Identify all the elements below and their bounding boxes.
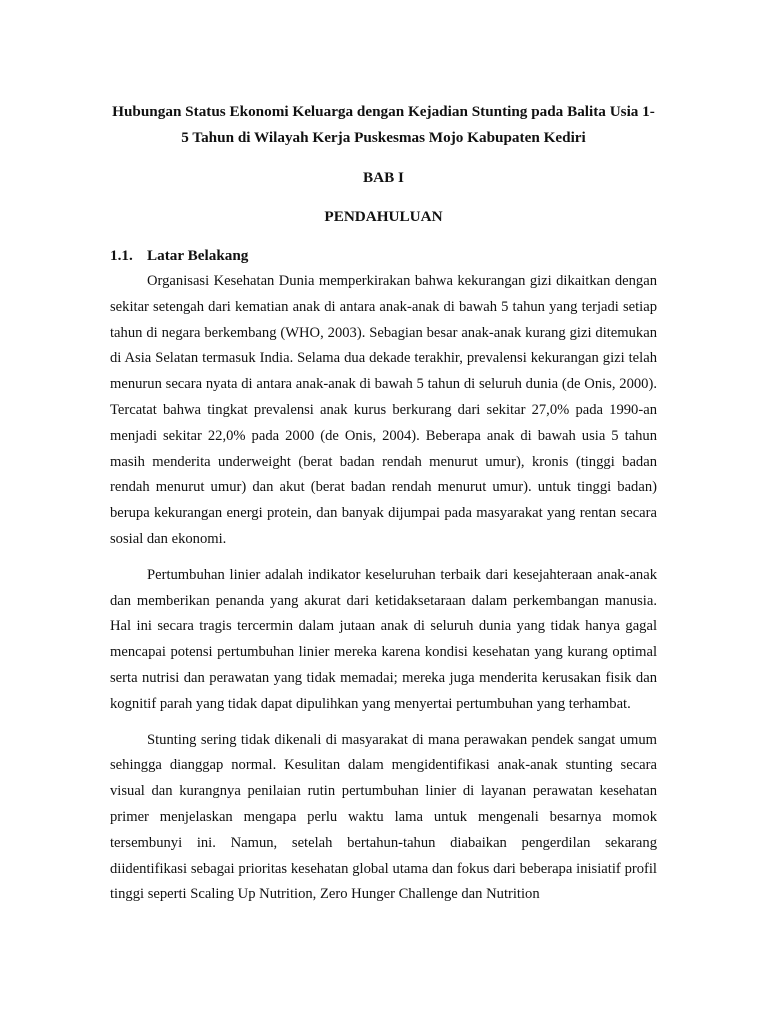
document-page xyxy=(110,99,657,908)
body-paragraph-2: Pertumbuhan linier adalah indikator keseluruhan terbaik dari kesejahteraan anak-anak dan memberikan penanda yang akurat dari ketidaksetaraan dalam perkembangan manusia. Hal ini secara tragis tercermin dalam jutaan anak di seluruh dunia yang tidak hanya gagal mencapai potensi pertumbuhan linier mereka karena kondisi kesehatan yang kurang optimal serta nutrisi dan perawatan yang tidak memadai; mereka juga menderita kerusakan fisik dan kognitif parah yang tidak dapat dipulihkan yang menyertai pertumbuhan yang terhambat. xyxy=(110,566,657,712)
document-title: Hubungan Status Ekonomi Keluarga dengan Kejadian Stunting pada Balita Usia 1-5 Tahun di Wilayah Kerja Puskesmas Mojo Kabupaten Kediri xyxy=(112,103,655,146)
chapter-title: PENDAHULUAN xyxy=(324,208,443,225)
body-paragraph-1: Organisasi Kesehatan Dunia memperkirakan bahwa kekurangan gizi dikaitkan dengan sekitar setengah dari kematian anak di antara anak-anak di bawah 5 tahun yang terjadi setiap tahun di negara berkembang (WHO, 2003). Sebagian besar anak-anak kurang gizi ditemukan di Asia Selatan termasuk India. Selama dua dekade terakhir, prevalensi kekurangan gizi telah menurun secara nyata di antara anak-anak di bawah 5 tahun di seluruh dunia (de Onis, 2000). Tercatat bahwa tingkat prevalensi anak kurus berkurang dari sekitar 27,0% pada 1990-an menjadi sekitar 22,0% pada 2000 (de Onis, 2004). Beberapa anak di bawah usia 5 tahun masih menderita underweight (berat badan rendah menurut umur), kronis (tinggi badan rendah menurut umur) dan akut (berat badan rendah menurut umur). untuk tinggi badan) berupa kekurangan energi protein, dan banyak dijumpai pada masyarakat yang rentan secara sosial dan ekonomi. xyxy=(110,273,657,547)
section-heading xyxy=(110,243,657,269)
section-title: Latar Belakang xyxy=(147,247,249,264)
chapter-label: BAB I xyxy=(363,169,404,186)
body-paragraph-3: Stunting sering tidak dikenali di masyarakat di mana perawakan pendek sangat umum sehingga dianggap normal. Kesulitan dalam mengidentifikasi anak-anak stunting secara visual dan kurangnya penilaian rutin pertumbuhan linier di layanan perawatan kesehatan primer menjelaskan mengapa perlu waktu lama untuk mengenali besarnya momok tersembunyi ini. Namun, setelah bertahun-tahun diabaikan pengerdilan sekarang diidentifikasi sebagai prioritas kesehatan global utama dan fokus dari beberapa inisiatif profil tinggi seperti Scaling Up Nutrition, Zero Hunger Challenge dan Nutrition xyxy=(110,731,657,903)
section-number: 1.1. xyxy=(110,247,133,264)
